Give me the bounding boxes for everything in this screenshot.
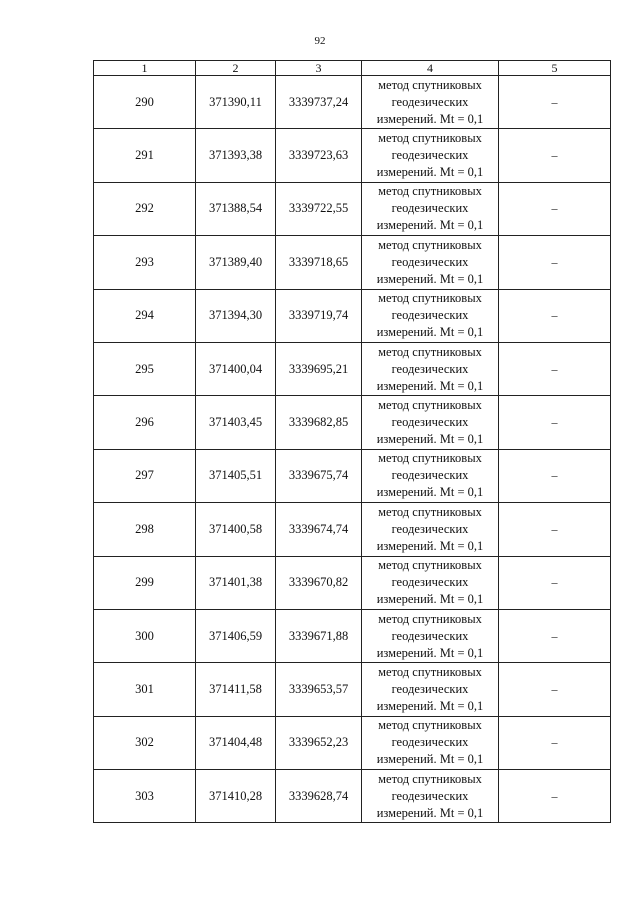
- method-text-line: метод спутниковых: [378, 237, 482, 252]
- y-coordinate-cell: 3339653,57: [276, 663, 362, 716]
- x-coordinate-cell: 371400,04: [196, 342, 276, 395]
- table-row: [94, 609, 611, 662]
- note-cell: –: [499, 663, 611, 716]
- y-coordinate-cell: 3339695,21: [276, 342, 362, 395]
- x-coordinate-cell: 371401,38: [196, 556, 276, 609]
- method-cell: [362, 396, 499, 449]
- table-row: [94, 503, 611, 556]
- y-coordinate-cell: 3339671,88: [276, 609, 362, 662]
- x-coordinate-cell: 371406,59: [196, 609, 276, 662]
- method-cell: [362, 182, 499, 235]
- method-text-line: метод спутниковых: [378, 131, 482, 146]
- y-coordinate-cell: 3339674,74: [276, 503, 362, 556]
- method-text-line: измерений. Mt = 0,1: [376, 805, 484, 820]
- column-header: 1: [94, 61, 196, 76]
- point-number-cell: 302: [94, 716, 196, 769]
- column-header: 3: [276, 61, 362, 76]
- table-row: [94, 289, 611, 342]
- y-coordinate-cell: 3339718,65: [276, 236, 362, 289]
- column-header: 4: [362, 61, 499, 76]
- method-text-line: метод спутниковых: [378, 184, 482, 199]
- method-cell: [362, 663, 499, 716]
- point-number-cell: 301: [94, 663, 196, 716]
- x-coordinate-cell: 371411,58: [196, 663, 276, 716]
- method-text-line: измерений. Mt = 0,1: [376, 645, 484, 660]
- method-text-line: геодезических: [391, 94, 469, 109]
- point-number-cell: 295: [94, 342, 196, 395]
- method-cell: [362, 342, 499, 395]
- method-text-line: метод спутниковых: [378, 504, 482, 519]
- x-coordinate-cell: 371388,54: [196, 182, 276, 235]
- x-coordinate-cell: 371389,40: [196, 236, 276, 289]
- method-cell: [362, 503, 499, 556]
- table-body: [94, 76, 611, 823]
- method-text-line: геодезических: [391, 628, 469, 643]
- method-text-line: измерений. Mt = 0,1: [376, 271, 484, 286]
- x-coordinate-cell: 371404,48: [196, 716, 276, 769]
- page-number: 92: [314, 35, 326, 47]
- method-text-line: геодезических: [391, 415, 469, 430]
- method-text-line: измерений. Mt = 0,1: [376, 111, 484, 126]
- point-number-cell: 297: [94, 449, 196, 502]
- method-cell: [362, 716, 499, 769]
- method-text-line: измерений. Mt = 0,1: [376, 592, 484, 607]
- note-cell: –: [499, 289, 611, 342]
- method-text-line: измерений. Mt = 0,1: [376, 752, 484, 767]
- method-text-line: метод спутниковых: [378, 664, 482, 679]
- method-text-line: измерений. Mt = 0,1: [376, 485, 484, 500]
- table-row: [94, 129, 611, 182]
- method-text-line: метод спутниковых: [378, 291, 482, 306]
- method-text-line: геодезических: [391, 735, 469, 750]
- table-row: [94, 556, 611, 609]
- method-text-line: метод спутниковых: [378, 718, 482, 733]
- method-text-line: геодезических: [391, 521, 469, 536]
- method-text-line: геодезических: [391, 148, 469, 163]
- method-text-line: измерений. Mt = 0,1: [376, 538, 484, 553]
- note-cell: –: [499, 556, 611, 609]
- note-cell: –: [499, 129, 611, 182]
- method-text-line: геодезических: [391, 308, 469, 323]
- y-coordinate-cell: 3339723,63: [276, 129, 362, 182]
- note-cell: –: [499, 716, 611, 769]
- method-text-line: метод спутниковых: [378, 611, 482, 626]
- point-number-cell: 293: [94, 236, 196, 289]
- note-cell: –: [499, 236, 611, 289]
- method-text-line: метод спутниковых: [378, 771, 482, 786]
- note-cell: –: [499, 609, 611, 662]
- y-coordinate-cell: 3339628,74: [276, 770, 362, 823]
- coordinates-table: [93, 60, 611, 823]
- table-row: [94, 342, 611, 395]
- table-row: [94, 716, 611, 769]
- note-cell: –: [499, 182, 611, 235]
- x-coordinate-cell: 371403,45: [196, 396, 276, 449]
- method-text-line: измерений. Mt = 0,1: [376, 325, 484, 340]
- method-text-line: измерений. Mt = 0,1: [376, 378, 484, 393]
- method-text-line: метод спутниковых: [378, 398, 482, 413]
- point-number-cell: 298: [94, 503, 196, 556]
- method-cell: [362, 129, 499, 182]
- method-text-line: метод спутниковых: [378, 451, 482, 466]
- y-coordinate-cell: 3339682,85: [276, 396, 362, 449]
- table-row: [94, 663, 611, 716]
- x-coordinate-cell: 371400,58: [196, 503, 276, 556]
- table-row: [94, 182, 611, 235]
- x-coordinate-cell: 371405,51: [196, 449, 276, 502]
- method-cell: [362, 609, 499, 662]
- method-text-line: геодезических: [391, 468, 469, 483]
- method-text-line: геодезических: [391, 254, 469, 269]
- method-text-line: геодезических: [391, 361, 469, 376]
- point-number-cell: 300: [94, 609, 196, 662]
- note-cell: –: [499, 396, 611, 449]
- x-coordinate-cell: 371410,28: [196, 770, 276, 823]
- point-number-cell: 292: [94, 182, 196, 235]
- y-coordinate-cell: 3339719,74: [276, 289, 362, 342]
- note-cell: –: [499, 76, 611, 129]
- table-row: [94, 76, 611, 129]
- point-number-cell: 290: [94, 76, 196, 129]
- method-cell: [362, 289, 499, 342]
- table-row: [94, 449, 611, 502]
- table-header-row: [94, 61, 611, 76]
- method-text-line: измерений. Mt = 0,1: [376, 218, 484, 233]
- point-number-cell: 294: [94, 289, 196, 342]
- table-row: [94, 396, 611, 449]
- note-cell: –: [499, 770, 611, 823]
- method-cell: [362, 449, 499, 502]
- note-cell: –: [499, 449, 611, 502]
- x-coordinate-cell: 371393,38: [196, 129, 276, 182]
- method-text-line: геодезических: [391, 201, 469, 216]
- method-text-line: измерений. Mt = 0,1: [376, 432, 484, 447]
- method-cell: [362, 770, 499, 823]
- table-row: [94, 770, 611, 823]
- method-text-line: геодезических: [391, 681, 469, 696]
- point-number-cell: 291: [94, 129, 196, 182]
- method-text-line: измерений. Mt = 0,1: [376, 698, 484, 713]
- y-coordinate-cell: 3339737,24: [276, 76, 362, 129]
- method-text-line: геодезических: [391, 788, 469, 803]
- column-header: 2: [196, 61, 276, 76]
- method-cell: [362, 76, 499, 129]
- y-coordinate-cell: 3339675,74: [276, 449, 362, 502]
- y-coordinate-cell: 3339722,55: [276, 182, 362, 235]
- note-cell: –: [499, 503, 611, 556]
- method-text-line: измерений. Mt = 0,1: [376, 165, 484, 180]
- point-number-cell: 296: [94, 396, 196, 449]
- y-coordinate-cell: 3339670,82: [276, 556, 362, 609]
- method-text-line: геодезических: [391, 575, 469, 590]
- note-cell: –: [499, 342, 611, 395]
- table-row: [94, 236, 611, 289]
- method-text-line: метод спутниковых: [378, 344, 482, 359]
- column-header: 5: [499, 61, 611, 76]
- method-cell: [362, 556, 499, 609]
- y-coordinate-cell: 3339652,23: [276, 716, 362, 769]
- point-number-cell: 303: [94, 770, 196, 823]
- x-coordinate-cell: 371394,30: [196, 289, 276, 342]
- method-cell: [362, 236, 499, 289]
- point-number-cell: 299: [94, 556, 196, 609]
- method-text-line: метод спутниковых: [378, 77, 482, 92]
- x-coordinate-cell: 371390,11: [196, 76, 276, 129]
- method-text-line: метод спутниковых: [378, 558, 482, 573]
